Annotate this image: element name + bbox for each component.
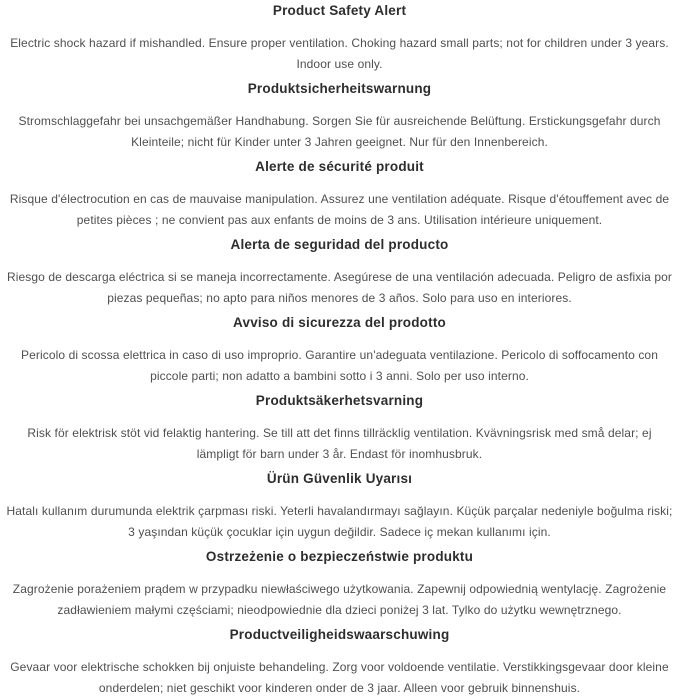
section-dutch bbox=[5, 626, 674, 698]
section-body-text: Electric shock hazard if mishandled. Ensure proper ventilation. Choking hazard small parts; not for children under 3 years. Indoor use only. bbox=[10, 36, 669, 71]
section-title: Ürün Güvenlik Uyarısı bbox=[266, 471, 413, 486]
section-title: Alerte de sécurité produit bbox=[255, 159, 424, 174]
section-english bbox=[5, 2, 674, 74]
section-french bbox=[5, 158, 674, 230]
section-title: Ostrzeżenie o bezpieczeństwie produktu bbox=[205, 549, 474, 564]
section-turkish bbox=[5, 470, 674, 542]
section-german bbox=[5, 80, 674, 152]
section-body-text: Stromschlaggefahr bei unsachgemäßer Handhabung. Sorgen Sie für ausreichende Belüftung. Erstickungsgefahr durch Kleinteile; nicht für Kinder unter 3 Jahren geeignet. Nur für den Innenbereich. bbox=[18, 114, 661, 149]
section-title: Alerta de seguridad del producto bbox=[230, 237, 449, 252]
section-swedish bbox=[5, 392, 674, 464]
section-title: Productveiligheidswaarschuwing bbox=[229, 627, 450, 642]
section-title: Produktsäkerhetsvarning bbox=[255, 393, 424, 408]
section-body-text: Risque d'électrocution en cas de mauvaise manipulation. Assurez une ventilation adéquate. Risque d'étouffement avec de petites pièces ; ne convient pas aux enfants de moins de 3 ans. Utilisation intérieure uniquement. bbox=[9, 192, 670, 227]
section-title: Avviso di sicurezza del prodotto bbox=[233, 315, 446, 330]
section-title: Product Safety Alert bbox=[272, 3, 407, 18]
section-body-text: Gevaar voor elektrische schokken bij onjuiste behandeling. Zorg voor voldoende ventilatie. Verstikkingsgevaar door kleine onderdelen; niet geschikt voor kinderen onder de 3 jaar. Alleen voor gebruik binnenshuis. bbox=[10, 660, 669, 695]
safety-alert-document bbox=[5, 2, 674, 698]
section-title: Produktsicherheitswarnung bbox=[247, 81, 432, 96]
section-body-text: Zagrożenie porażeniem prądem w przypadku niewłaściwego użytkowania. Zapewnij odpowiednią wentylację. Zagrożenie zadławieniem małymi częściami; nieodpowiednie dla dzieci poniżej 3 lat. Tylko do użytku wewnętrznego. bbox=[12, 582, 667, 617]
section-body-text: Risk för elektrisk stöt vid felaktig hantering. Se till att det finns tillräcklig ventilation. Kvävningsrisk med små delar; ej lämpligt för barn under 3 år. Endast för inomhusbruk. bbox=[27, 426, 652, 461]
section-polish bbox=[5, 548, 674, 620]
section-italian bbox=[5, 314, 674, 386]
section-spanish bbox=[5, 236, 674, 308]
section-body-text: Hatalı kullanım durumunda elektrik çarpması riski. Yeterli havalandırmayı sağlayın. Küçük parçalar nedeniyle boğulma riski; 3 yaşından küçük çocuklar için uygun değildir. Sadece iç mekan kullanımı için. bbox=[6, 504, 673, 539]
section-body-text: Riesgo de descarga eléctrica si se maneja incorrectamente. Asegúrese de una ventilación adecuada. Peligro de asfixia por piezas pequeñas; no apto para niños menores de 3 años. Solo para uso en interiores. bbox=[6, 270, 673, 305]
section-body-text: Pericolo di scossa elettrica in caso di uso improprio. Garantire un'adeguata ventilazione. Pericolo di soffocamento con piccole parti; non adatto a bambini sotto i 3 anni. Solo per uso interno. bbox=[21, 348, 658, 383]
